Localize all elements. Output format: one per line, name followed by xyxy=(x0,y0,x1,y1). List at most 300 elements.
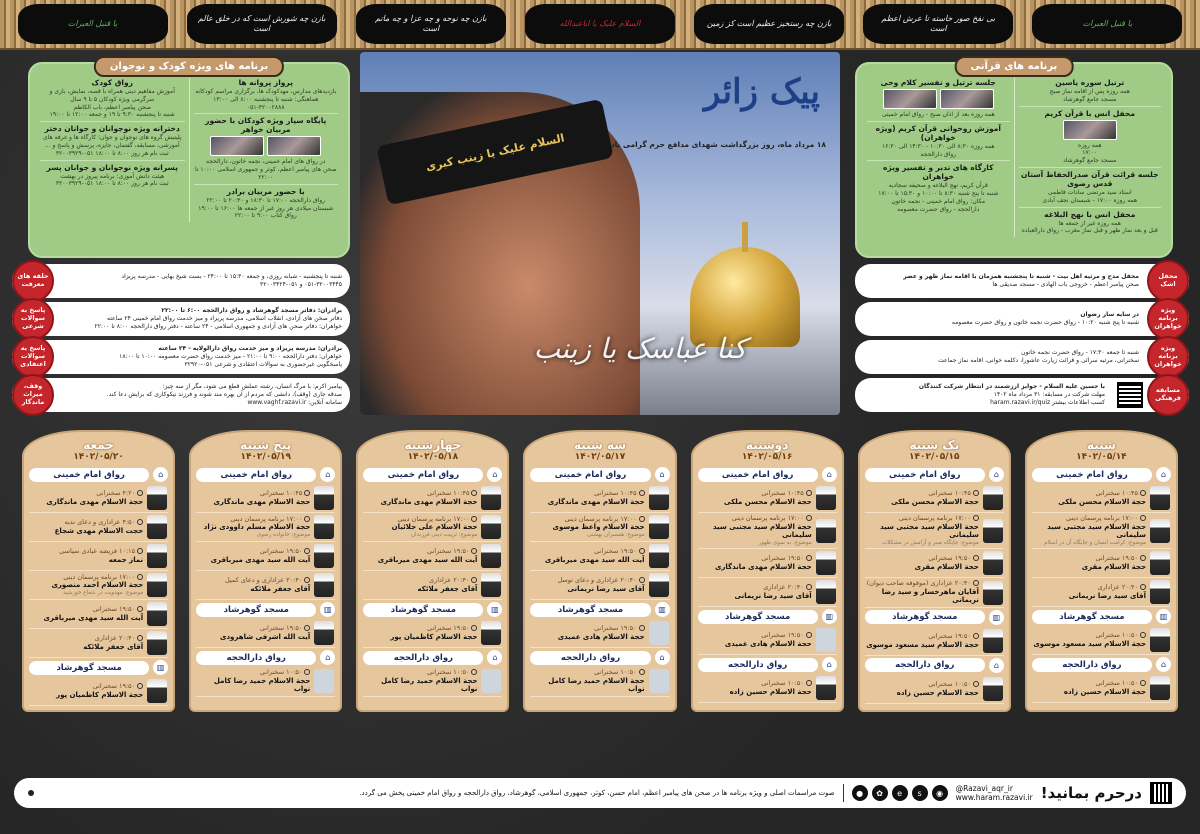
footer-slogan: درحرم بمانید! xyxy=(1040,784,1142,802)
venue-header xyxy=(29,660,168,675)
info-line: دفاتر صحن های آزادی، انقلاب اسلامی، مدرسه پریزاد و میز خدمت رواق امام خمینی ۲۴ ساعته xyxy=(106,315,342,323)
info-label-badge: ویژه برنامه خواهران xyxy=(1147,298,1189,340)
program-time: ۱۹:۵۰ سخنرانی xyxy=(761,631,804,640)
venue-name: رواق دارالحجه xyxy=(698,658,818,672)
quran-column xyxy=(863,78,1015,237)
program-topic: موضوع: همسران بهشتی xyxy=(586,531,645,538)
clock-icon xyxy=(806,515,812,521)
program-text xyxy=(1033,515,1146,546)
speaker-name: حجة الاسلام علی جلائیان xyxy=(391,523,478,532)
program-item xyxy=(867,78,1010,122)
program-time: ۱۰:۵۰ سخنرانی xyxy=(1095,679,1138,688)
program-time: ۱۹:۵۰ سخنرانی xyxy=(594,546,637,555)
clock-icon xyxy=(471,548,477,554)
program-photo xyxy=(267,136,321,156)
venue-name: رواق امام خمینی xyxy=(363,468,483,482)
speaker-name: حجة الاسلام مهدی ماندگاری xyxy=(380,497,478,506)
clock-icon xyxy=(806,584,812,590)
program-text xyxy=(197,625,310,641)
clock-icon xyxy=(639,669,645,675)
speaker-name: حجة الاسلام هادی عمیدی xyxy=(557,632,645,641)
program-row xyxy=(363,513,502,542)
program-time: ۱۰:۵۰ سخنرانی xyxy=(594,668,637,676)
info-line: خواهران: دفتر دارالحجه ۹:۰۰ تا ۲۱:۰۰ - میز خدمت رواق حضرت معصومه ۱۰:۰۰ تا ۱۸:۰۰ xyxy=(119,353,342,361)
info-text xyxy=(855,309,1147,329)
program-photos xyxy=(867,89,1010,109)
speaker-avatar xyxy=(147,631,167,655)
quran-column xyxy=(1015,78,1166,237)
program-time: ۱۹:۵۰ سخنرانی xyxy=(259,546,303,555)
info-label-badge: مسابقه فرهنگی xyxy=(1147,374,1189,416)
venue-name: رواق دارالحجه xyxy=(530,651,650,665)
speaker-name: حجة الاسلام مقری xyxy=(1081,562,1146,571)
program-time: ۱۹:۵۰ سخنرانی xyxy=(1095,554,1138,563)
program-detail: شنبه تا پنجشنبه ۹:۳۰ تا ۱۹ و جمعه ۱۲:۰۰ تا ۱۹:۰۰ xyxy=(49,111,175,119)
program-time: ۱۰:۴۵ سخنرانی xyxy=(761,488,804,497)
right-info-list xyxy=(855,264,1189,412)
program-text xyxy=(866,633,979,649)
speaker-avatar xyxy=(1150,628,1170,652)
mosque-icon: ▥ xyxy=(487,602,502,617)
info-line: مهلت شرکت در مسابقه: ۳۱ مرداد ماه ۱۴۰۲ xyxy=(993,391,1105,399)
speaker-name: آیت الله سید مهدی میرباقری xyxy=(377,555,478,564)
dome-icon: ⌂ xyxy=(989,658,1004,673)
program-time-line xyxy=(30,574,143,582)
program-item xyxy=(40,124,185,160)
speaker-name: حجة الاسلام محسن ملکی xyxy=(1058,497,1146,506)
speaker-name: حجة الاسلام محسن ملکی xyxy=(723,497,812,506)
magazine-subtitle: ۱۸ مرداد ماه، روز بزرگداشت شهدای مدافع حرم گرامی باد xyxy=(610,140,826,149)
program-title: با حضور مربیان برادر xyxy=(226,186,305,196)
quran-programs-title: برنامه های قرآنی xyxy=(955,56,1074,77)
magazine-logo: پیک زائر xyxy=(703,72,820,112)
program-photo xyxy=(883,89,937,109)
program-detail: ۰۵۱-۳۲۰۰۲۸۸۸ xyxy=(246,103,285,111)
venue-header xyxy=(530,467,669,482)
program-time-line xyxy=(1033,632,1146,640)
speaker-avatar xyxy=(481,621,501,645)
program-row xyxy=(865,578,1004,608)
program-text xyxy=(197,490,310,506)
placeholder-avatar xyxy=(816,628,836,652)
program-row xyxy=(698,674,837,703)
speaker-name: حجة الاسلام مهدی ماندگاری xyxy=(46,497,144,506)
program-time-line xyxy=(30,519,143,527)
program-time: ۱۰:۵۰ سخنرانی xyxy=(928,679,971,688)
program-detail: همه روزه بعد از اذان صبح - رواق امام خمینی xyxy=(881,111,995,118)
aparat-icon[interactable]: ◉ xyxy=(932,785,948,801)
program-time: ۱۹:۵۰ سخنرانی xyxy=(928,631,971,640)
speaker-name: حجة الاسلام مقری xyxy=(914,562,979,571)
dome-icon: ⌂ xyxy=(655,467,670,482)
program-row xyxy=(530,513,669,542)
clock-icon xyxy=(1140,584,1146,590)
program-row xyxy=(530,571,669,600)
banner-panel: بی نفخ صور خاسته تا عرش اعظم است xyxy=(863,4,1013,44)
top-banner xyxy=(0,0,1200,50)
program-photo xyxy=(940,89,994,109)
program-title: پایگاه سیار ویژه کودکان با حضور مربیان خواهر xyxy=(205,116,327,135)
program-detail: پلیتیش گروه های نوجوان و جوان؛ کارگاه ها و غرفه های آموزشی، مسابقه، گفتمان، جایزه، پرسش و پاسخ و ... xyxy=(42,134,182,149)
program-row xyxy=(1032,549,1171,578)
program-text xyxy=(531,490,644,506)
program-time: ۱۷:۰۰ برنامه پرسمان دینی xyxy=(230,514,303,523)
clock-icon xyxy=(304,669,310,675)
program-time: ۲۰:۴۰ عزاداری و دعای توسل xyxy=(557,575,637,584)
info-line: صدقه جاری (وقف)، دانشی که مردم از آن بهره مند شوند و فرزند نیکوکاری که برایش دعا کند. xyxy=(106,391,342,399)
qr-code-icon[interactable] xyxy=(1117,382,1143,408)
info-text xyxy=(855,347,1147,367)
speaker-avatar xyxy=(481,544,501,568)
soroush-icon[interactable]: s xyxy=(912,785,928,801)
speaker-avatar xyxy=(983,629,1003,653)
info-row xyxy=(12,340,350,374)
kids-programs-title: برنامه های ویژه کودک و نوجوان xyxy=(94,56,284,77)
program-title: جلسه قرائت قرآن صدرالحفاظ آستان قدس رضوی xyxy=(1021,169,1159,188)
speaker-avatar xyxy=(983,551,1003,575)
program-row xyxy=(1032,578,1171,607)
kids-programs-panel xyxy=(28,62,350,258)
program-row xyxy=(698,626,837,655)
program-time: ۲۰:۴۰ عزاداری xyxy=(763,583,804,592)
day-column xyxy=(356,430,509,712)
program-detail: رواق کتاب ۹:۰۰ تا ۲۲:۰۰ xyxy=(234,212,297,220)
venue-name: مسجد گوهرشاد xyxy=(865,610,985,624)
speaker-name: آقای جعفر ملائکه xyxy=(250,584,311,593)
speaker-name: حجة الاسلام حمید رضا کامل نواب xyxy=(548,676,645,694)
program-time: ۱۹:۵۰ سخنرانی xyxy=(928,554,971,563)
clock-icon xyxy=(973,633,979,639)
speaker-name: حجة الاسلام مهدی ماندگاری xyxy=(547,497,645,506)
program-row xyxy=(865,484,1004,513)
program-time: ۱۰:۴۵ سخنرانی xyxy=(426,488,470,497)
day-column xyxy=(523,430,676,712)
clock-icon xyxy=(639,516,645,522)
venue-header xyxy=(698,657,837,672)
program-text xyxy=(1033,632,1146,648)
program-item xyxy=(194,187,339,222)
venue-name: رواق امام خمینی xyxy=(530,468,650,482)
clock-icon xyxy=(137,606,143,612)
mosque-icon: ▥ xyxy=(153,660,168,675)
program-row xyxy=(698,484,837,513)
program-text xyxy=(197,669,310,694)
program-detail: همه روزه غیر از جمعه ها xyxy=(1058,219,1121,227)
program-detail: ثبت نام هر روز ۸:۰۰ تا ۱۸:۰۰ ۰۵۱-۳۲۰۰۳۹۲۹ xyxy=(55,149,169,157)
program-time: ۱۷:۰۰ برنامه پرسمان دینی xyxy=(397,514,470,523)
day-date: ۱۴۰۲/۰۵/۱۵ xyxy=(909,452,960,462)
venue-header xyxy=(196,602,335,617)
speaker-avatar xyxy=(1150,551,1170,575)
mosque-icon: ▥ xyxy=(655,602,670,617)
program-time-line xyxy=(30,548,143,556)
clock-icon xyxy=(639,490,645,496)
info-row xyxy=(12,378,350,412)
speaker-avatar xyxy=(983,581,1003,605)
clock-icon xyxy=(137,490,143,496)
info-line: شنبه تا پنجشنبه - شبانه روزی، و جمعه ۱۵:۳۰ تا ۲۴:۰۰ - بست شیخ بهایی - مدرسه پریزاد xyxy=(121,273,342,281)
program-text xyxy=(197,548,310,564)
program-text xyxy=(1033,490,1146,506)
speaker-name: حجة الاسلام سید مسعود موسوی xyxy=(1033,639,1146,648)
program-item xyxy=(867,163,1010,215)
program-item xyxy=(1019,78,1162,107)
info-line: ۰۵۱-۳۲۰۰۳۴۴۵ و ۰۵۱-۳۲۰۰۳۴۲۴ xyxy=(260,281,342,288)
banner-panel: یا قتیل العبرات xyxy=(1032,4,1182,44)
program-time: ۱۰:۴۵ سخنرانی xyxy=(1095,488,1138,497)
program-time-line xyxy=(364,669,477,677)
speaker-avatar xyxy=(147,544,167,568)
program-time-line xyxy=(866,681,979,689)
program-time-line xyxy=(699,632,812,640)
clock-icon xyxy=(806,490,812,496)
program-time-line xyxy=(699,680,812,688)
program-photo xyxy=(210,136,264,156)
speaker-name: آیت الله سید مهدی میرباقری xyxy=(210,555,311,564)
placeholder-avatar xyxy=(314,669,334,693)
banner-panel: یا قتیل العبرات xyxy=(18,4,168,44)
clock-icon xyxy=(806,680,812,686)
program-detail: همه روزه xyxy=(1077,141,1102,149)
program-time: ۱۹:۵۰ سخنرانی xyxy=(594,623,637,632)
speaker-name: حجة الاسلام مهدی ماندگاری xyxy=(714,562,812,571)
info-line: برادران: دفاتر مسجد گوهرشاد و رواق دارالحجه ۶:۰۰ تا ۲۲:۰۰ xyxy=(161,307,342,315)
armband: السلام علیک یا زینب کبری xyxy=(376,99,613,206)
program-text xyxy=(531,577,644,593)
program-detail: شنبه تا پنج شنبه ۸:۳۰ تا ۱۰:۰۰ و ۱۵:۳۰ تا ۱۷:۰۰ xyxy=(878,190,999,198)
speaker-avatar xyxy=(481,573,501,597)
program-time: ۱۹:۵۰ سخنرانی xyxy=(92,604,136,613)
info-text xyxy=(54,271,350,291)
program-title: دخترانه ویژه نوجوانان و جوانان دختر xyxy=(44,124,180,134)
program-item xyxy=(194,78,339,114)
speaker-avatar xyxy=(314,486,334,510)
program-item xyxy=(867,124,1010,162)
social-icons xyxy=(852,785,948,801)
speaker-name: حجت الاسلام مهدی شجاع xyxy=(54,526,144,535)
speaker-name: حجة الاسلام حسین زاده xyxy=(729,687,812,696)
eitaa-icon[interactable]: e xyxy=(892,785,908,801)
venue-header xyxy=(1032,657,1171,672)
speaker-avatar xyxy=(147,679,167,703)
program-time-line xyxy=(197,490,310,498)
program-time: ۲۰:۴۰ عزاداری xyxy=(1097,583,1138,592)
kids-columns xyxy=(30,64,348,226)
venue-header xyxy=(1032,609,1171,624)
program-text xyxy=(30,683,143,699)
program-time-line xyxy=(866,490,979,498)
program-detail: همه روزه ۱۷:۰۰ - شبستان نجف آبادی xyxy=(1042,196,1138,204)
speaker-avatar xyxy=(816,551,836,575)
program-row xyxy=(29,600,168,629)
program-text xyxy=(699,515,812,546)
program-time: ۱۹:۵۰ سخنرانی xyxy=(259,623,303,632)
clock-icon xyxy=(973,555,979,561)
venue-name: مسجد گوهرشاد xyxy=(363,603,483,617)
program-time: ۴:۵۰ عزاداری و دعای ندبه xyxy=(64,517,136,526)
dome-icon: ⌂ xyxy=(822,467,837,482)
info-row xyxy=(855,264,1189,298)
program-text xyxy=(197,577,310,593)
program-time: ۱۷:۰۰ برنامه پرسمان دینی xyxy=(1066,514,1138,522)
info-label-badge: ویژه برنامه خواهران xyxy=(1147,336,1189,378)
clock-icon xyxy=(137,683,143,689)
venue-header xyxy=(363,602,502,617)
venue-name: رواق امام خمینی xyxy=(698,468,818,482)
program-text xyxy=(699,555,812,571)
clock-icon xyxy=(1140,490,1146,496)
footer-social xyxy=(956,784,1033,803)
program-time: ۴:۲۰ سخنرانی xyxy=(96,488,136,497)
footer-bar xyxy=(14,778,1186,808)
program-time: ۱۰:۴۵ سخنرانی xyxy=(259,488,303,497)
program-detail: مسجد جامع گوهرشاد xyxy=(1063,157,1117,165)
speaker-name: حجة الاسلام سید مجتبی سید سلیمانی xyxy=(1047,522,1146,540)
info-line: محفل مدح و مرثیه اهل بیت - شنبه تا پنجشنبه همزمان با اقامه نماز ظهر و عصر xyxy=(903,273,1139,281)
program-photos xyxy=(1019,120,1162,140)
speaker-avatar xyxy=(314,515,334,539)
info-row xyxy=(12,302,350,336)
program-text xyxy=(531,516,644,539)
clock-icon xyxy=(304,490,310,496)
info-line: کسب اطلاعات بیشتر haram.razavi.ir/quiz xyxy=(990,398,1105,406)
dome-icon: ⌂ xyxy=(320,467,335,482)
program-time: ۱۰:۵۰ سخنرانی xyxy=(761,679,804,688)
speaker-name: آیت الله سید مهدی میرباقری xyxy=(544,555,645,564)
program-time-line xyxy=(531,625,644,633)
speaker-avatar xyxy=(983,519,1003,543)
dome-icon: ⌂ xyxy=(320,650,335,665)
program-photo xyxy=(1063,120,1117,140)
program-time-line xyxy=(531,669,644,677)
program-item xyxy=(40,163,185,191)
website-link[interactable]: www.haram.razavi.ir xyxy=(955,793,1033,802)
day-name: دوشنبه xyxy=(745,438,789,452)
placeholder-avatar xyxy=(649,669,669,693)
program-text xyxy=(364,516,477,539)
program-detail: همه روزه ۸:۳۰ الی ۱۰:۳۰ - ۱۴:۳۰ الی ۱۶:۳۰ xyxy=(881,142,995,150)
program-time-line xyxy=(1033,584,1146,592)
speaker-avatar xyxy=(983,677,1003,701)
day-date: ۱۴۰۲/۰۵/۱۹ xyxy=(240,452,291,462)
clock-icon xyxy=(639,577,645,583)
quran-programs-panel xyxy=(855,62,1173,258)
program-text xyxy=(30,574,143,597)
program-time-line xyxy=(699,515,812,523)
program-text xyxy=(197,516,310,539)
speaker-name: حجة الاسلام محسن ملکی xyxy=(891,497,979,506)
speaker-avatar xyxy=(649,486,669,510)
rubika-icon[interactable]: ✿ xyxy=(872,785,888,801)
day-column xyxy=(691,430,844,712)
speaker-avatar xyxy=(816,676,836,700)
program-time-line xyxy=(197,548,310,556)
kids-column xyxy=(190,78,343,222)
day-name: سه شنبه xyxy=(573,438,627,452)
clock-icon xyxy=(973,580,979,586)
program-text xyxy=(699,584,812,600)
venue-header xyxy=(865,467,1004,482)
speaker-avatar xyxy=(1150,676,1170,700)
program-row xyxy=(865,513,1004,549)
info-line: در سایه سار رضوان xyxy=(1080,311,1139,319)
program-title: جلسه ترتیل و تفسیر کلام وحی xyxy=(880,78,996,87)
info-text xyxy=(54,381,350,408)
social-handle[interactable]: @Razavi_aqr_ir xyxy=(955,783,1013,793)
program-time-line xyxy=(531,577,644,585)
speaker-name: حجة الاسلام هادی عمیدی xyxy=(724,639,812,648)
speaker-avatar xyxy=(649,544,669,568)
speaker-name: آقای سید رضا نریمانی xyxy=(1068,591,1146,600)
info-label-badge: حلقه های معرفت xyxy=(12,260,54,302)
program-time: ۱۹:۵۰ سخنرانی xyxy=(761,554,804,563)
program-time-line xyxy=(866,580,979,588)
speaker-name: آقایان ماهرخسار و سید رضا نریمانی xyxy=(881,588,979,605)
program-time: ۱۷:۰۰ برنامه پرسمان دینی xyxy=(63,572,136,581)
program-detail: قبل و بعد نماز ظهر و قبل نماز مغرب - رواق دارالعباده xyxy=(1021,227,1158,235)
speaker-name: آیت الله اشرفی شاهرودی xyxy=(220,632,311,641)
program-title: آموزش روخوانی قرآن کریم (ویژه خواهران) xyxy=(875,123,1001,142)
program-row xyxy=(196,667,335,697)
program-time-line xyxy=(1033,555,1146,563)
weekly-schedule xyxy=(22,430,1178,712)
program-detail: رواق دارالحجه xyxy=(920,150,957,158)
program-detail: بازدیدهای مدارس، مهدکودک ها، برگزاری مراسم کودکانه xyxy=(195,88,337,95)
clock-icon xyxy=(973,490,979,496)
program-text xyxy=(364,577,477,593)
program-row xyxy=(29,629,168,658)
venue-header xyxy=(865,610,1004,625)
info-label-badge: وقف، میراث ماندگار xyxy=(12,374,54,416)
program-row xyxy=(29,513,168,542)
program-title: پرواز پروانه ها xyxy=(238,78,293,87)
speaker-name: آقای جعفر ملائکه xyxy=(83,642,144,651)
program-row xyxy=(29,484,168,513)
program-detail: شبستان میلادی هر روز غیر از جمعه ها ۱۶:۰۰ تا ۱۹:۰۰ xyxy=(198,204,334,212)
info-line: سامانه آنلاین: www.vaghf.razavi.ir xyxy=(247,398,342,406)
speaker-name: حجة الاسلام حسین زاده xyxy=(1063,687,1146,696)
speaker-name: آقای سید رضا نریمانی xyxy=(734,591,812,600)
banner-panel: السلام علیک یا اباعبدالله xyxy=(525,4,675,44)
bale-icon[interactable]: ● xyxy=(852,785,868,801)
speaker-name: آقای سید رضا نریمانی xyxy=(567,584,645,593)
program-text xyxy=(1033,680,1146,696)
qr-code-icon[interactable] xyxy=(1150,782,1172,804)
speaker-avatar xyxy=(314,621,334,645)
day-date: ۱۴۰۲/۰۵/۱۷ xyxy=(574,452,626,462)
program-time-line xyxy=(364,625,477,633)
program-time: ۱۹:۵۰ سخنرانی xyxy=(92,681,136,690)
program-time-line xyxy=(531,490,644,498)
venue-name: مسجد گوهرشاد xyxy=(29,661,149,675)
program-time: ۱۰:۱۵ فریضه عبادی سیاسی xyxy=(59,546,136,555)
program-detail: رواق دارالحجه ۱۷:۰۰ تا ۱۸:۳۰ و ۲۰:۳۰ تا ۲۲:۰۰ xyxy=(206,196,326,204)
info-line: شنبه تا پنج شنبه ۱۰:۲۰ - رواق حضرت نجمه خاتون و رواق حضرت معصومه xyxy=(951,319,1139,326)
program-detail: ۱۷:۰۰ xyxy=(1082,149,1098,157)
program-text xyxy=(1033,555,1146,571)
day-column xyxy=(189,430,342,712)
clock-icon xyxy=(304,625,310,631)
program-topic: موضوع: کرامت انسان و جایگاه آن در اسلام xyxy=(1044,539,1146,546)
day-date: ۱۴۰۲/۰۵/۱۴ xyxy=(1076,452,1127,462)
program-text xyxy=(699,680,812,696)
clock-icon xyxy=(471,577,477,583)
clock-icon xyxy=(1140,680,1146,686)
program-item xyxy=(1019,170,1162,208)
program-time: ۲۰:۴۰ عزاداری (موقوفه صاحب دیوان) xyxy=(866,579,971,588)
program-time: ۱۰:۴۵ سخنرانی xyxy=(928,488,971,497)
hero-image xyxy=(360,52,840,415)
